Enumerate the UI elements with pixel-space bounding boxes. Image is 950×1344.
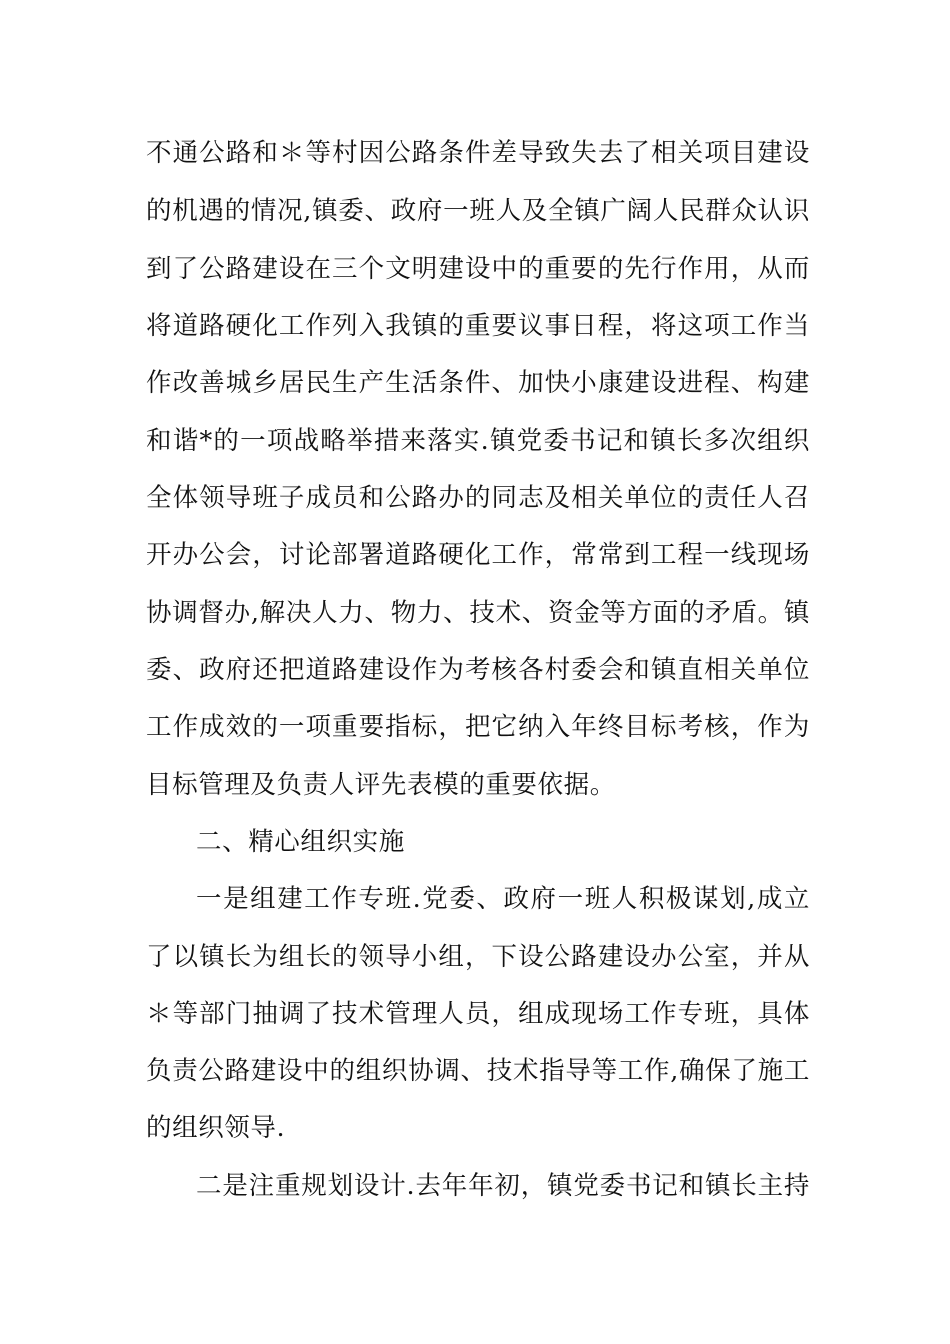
body-text-line: 二是注重规划设计.去年年初，镇党委书记和镇长主持 <box>196 1171 810 1201</box>
body-text-line: 作改善城乡居民生产生活条件、加快小康建设进程、构建 <box>146 368 810 398</box>
body-text-line: 工作成效的一项重要指标，把它纳入年终目标考核，作为 <box>146 712 810 742</box>
body-text-line: 到了公路建设在三个文明建设中的重要的先行作用，从而 <box>146 254 810 284</box>
body-text-line: 目标管理及负责人评先表模的重要依据。 <box>146 770 616 800</box>
body-text-line: 协调督办,解决人力、物力、技术、资金等方面的矛盾。镇 <box>146 598 810 628</box>
body-text-line: 一是组建工作专班.党委、政府一班人积极谋划,成立 <box>196 884 810 914</box>
body-text-line: 和谐*的一项战略举措来落实.镇党委书记和镇长多次组织 <box>146 426 810 456</box>
body-text-line: ＊等部门抽调了技术管理人员，组成现场工作专班，具体 <box>146 999 810 1029</box>
body-text-line: 的组织领导. <box>146 1113 286 1143</box>
body-text-line: 了以镇长为组长的领导小组，下设公路建设办公室，并从 <box>146 942 810 972</box>
section-heading: 二、精心组织实施 <box>196 827 405 857</box>
body-text-line: 的机遇的情况,镇委、政府一班人及全镇广阔人民群众认识 <box>146 196 810 226</box>
body-text-line: 不通公路和＊等村因公路条件差导致失去了相关项目建设 <box>146 138 810 168</box>
body-text-line: 将道路硬化工作列入我镇的重要议事日程，将这项工作当 <box>146 311 810 341</box>
body-text-line: 开办公会，讨论部署道路硬化工作，常常到工程一线现场 <box>146 540 810 570</box>
body-text-line: 全体领导班子成员和公路办的同志及相关单位的责任人召 <box>146 483 810 513</box>
body-text-line: 委、政府还把道路建设作为考核各村委会和镇直相关单位 <box>146 655 810 685</box>
body-text-line: 负责公路建设中的组织协调、技术指导等工作,确保了施工 <box>146 1056 810 1086</box>
